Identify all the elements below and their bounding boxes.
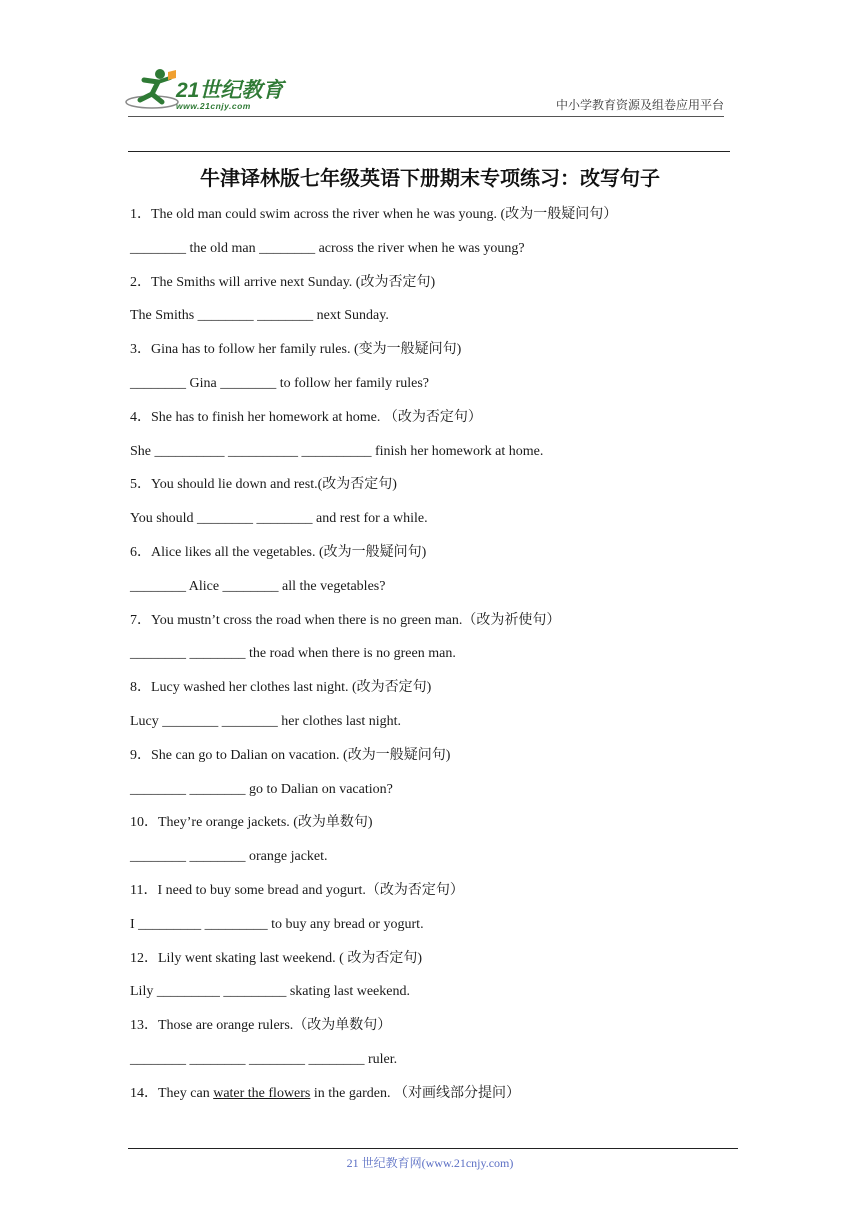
logo-url: www.21cnjy.com [176, 101, 251, 111]
answer-line: Lily _________ _________ skating last weekend. [130, 984, 410, 1000]
answer-line: ________ Gina ________ to follow her family rules? [130, 375, 430, 391]
header-platform-text: 中小学教育资源及组卷应用平台 [555, 98, 724, 112]
question-prompt: 8．Lucy washed her clothes last night. (改为否定句) [130, 680, 432, 696]
answer-line: She __________ __________ __________ finish her homework at home. [130, 443, 544, 459]
question-prompt-14 [130, 1081, 740, 1115]
question-prompt: 3．Gina has to follow her family rules. (变为一般疑问句) [130, 342, 462, 358]
answer-line: ________ ________ go to Dalian on vacation? [130, 781, 393, 797]
answer-line: ________ the old man ________ across the river when he was young? [130, 240, 525, 256]
question-prompt: 4．She has to finish her homework at home. （改为否定句） [130, 409, 482, 425]
question-prompt: 13．Those are orange rulers.（改为单数句） [130, 1018, 392, 1034]
q14-after: in the garden. （对画线部分提问） [310, 1085, 520, 1101]
q14-before: 14．They can [130, 1085, 214, 1101]
q14-underlined-phrase: water the flowers [213, 1085, 311, 1101]
question-list [130, 202, 740, 1115]
question-prompt: 11．I need to buy some bread and yogurt.（改为否定句） [130, 882, 464, 898]
footer-divider [128, 1148, 738, 1149]
answer-line: You should ________ ________ and rest for a while. [130, 511, 428, 527]
question-prompt: 9．She can go to Dalian on vacation. (改为一般疑问句) [130, 747, 451, 763]
answer-line: I _________ _________ to buy any bread or yogurt. [130, 916, 424, 932]
page-title: 牛津译林版七年级英语下册期末专项练习：改写句子 [200, 166, 660, 190]
question-prompt: 7．You mustn’t cross the road when there is no green man.（改为祈使句） [130, 612, 561, 628]
page-header [120, 66, 730, 116]
logo-text: 21世纪教育 [176, 79, 284, 102]
header-divider [128, 116, 724, 117]
logo [124, 66, 294, 116]
answer-line: ________ Alice ________ all the vegetables? [130, 578, 386, 594]
answer-line: The Smiths ________ ________ next Sunday. [130, 308, 389, 324]
runner-logo-icon [124, 66, 180, 116]
question-prompt: 5．You should lie down and rest.(改为否定句) [130, 477, 397, 493]
question-prompt: 6．Alice likes all the vegetables. (改为一般疑问句) [130, 544, 427, 560]
title-divider [128, 151, 730, 152]
question-prompt: 10．They’re orange jackets. (改为单数句) [130, 815, 373, 831]
answer-line: Lucy ________ ________ her clothes last night. [130, 713, 402, 729]
answer-line: ________ ________ the road when there is no green man. [130, 646, 456, 662]
answer-line: ________ ________ ________ ________ ruler. [130, 1051, 398, 1067]
footer-text: 21 世纪教育网(www.21cnjy.com) [346, 1156, 514, 1170]
answer-line: ________ ________ orange jacket. [130, 849, 328, 865]
question-prompt: 2．The Smiths will arrive next Sunday. (改为否定句) [130, 274, 436, 290]
question-prompt: 12．Lily went skating last weekend. ( 改为否定句) [130, 950, 423, 966]
question-prompt: 1．The old man could swim across the river when he was young. (改为一般疑问句） [130, 207, 618, 222]
